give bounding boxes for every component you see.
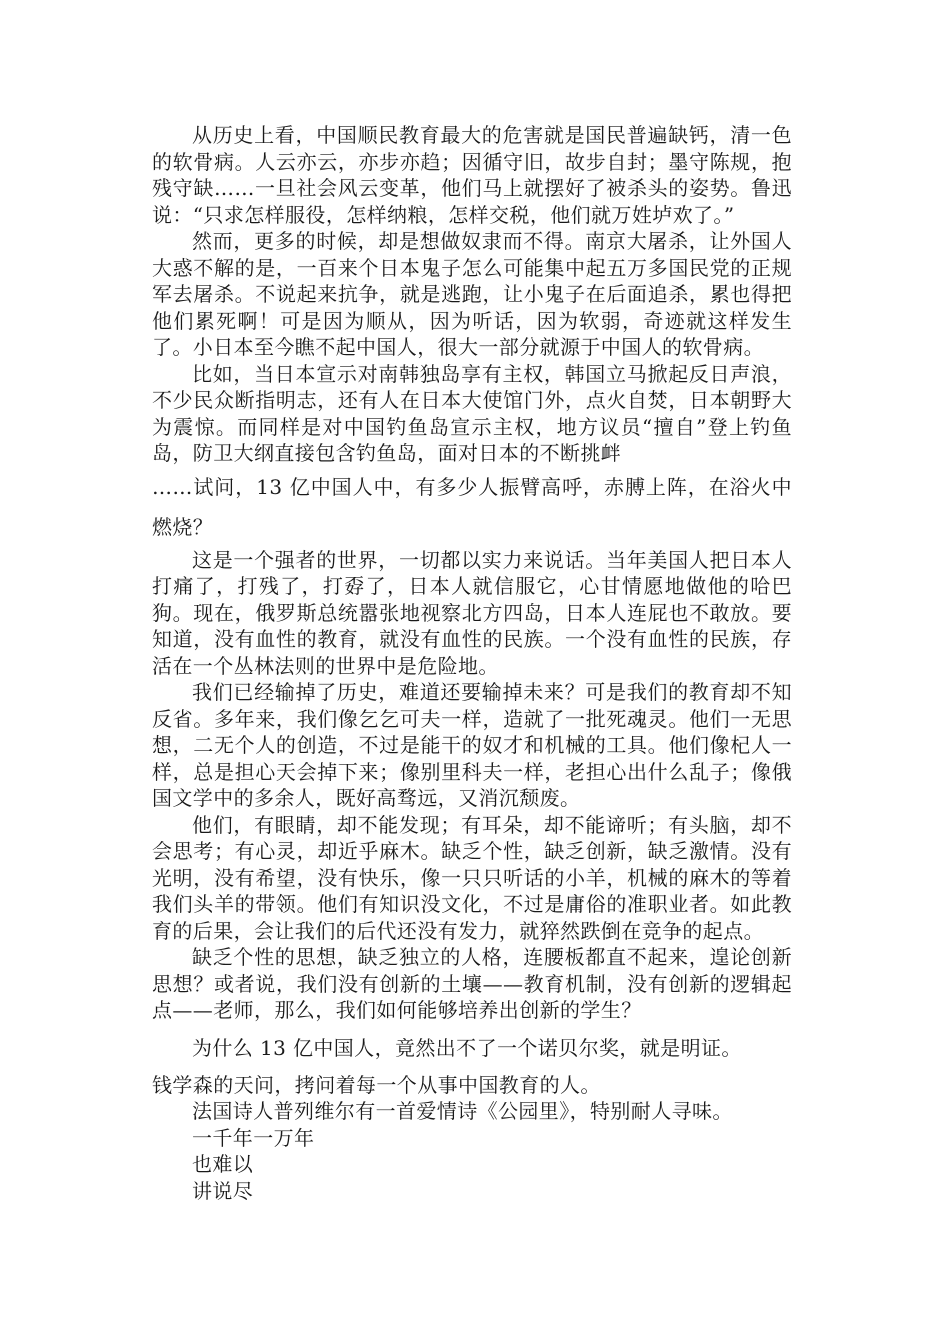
paragraph-3: 比如，当日本宣示对南韩独岛享有主权，韩国立马掀起反日声浪，不少民众断指明志，还有人在日本大使馆门外，点火自焚，日本朝野大为震惊。而同样是对中国钓鱼岛宣示主权，地方议员“擅自”登上钓鱼岛，防卫大纲直接包含钓鱼岛，面对日本的不断挑衅 xyxy=(152,361,792,465)
paragraph-7: 他们，有眼睛，却不能发现；有耳朵，却不能谛听；有头脑，却不会思考；有心灵，却近乎麻木。缺乏个性，缺乏创新，缺乏激情。没有光明，没有希望，没有快乐，像一只只听话的小羊，机械的麻木的等着我们头羊的带领。他们有知识没文化，不过是庸俗的准职业者。如此教育的后果，会让我们的后代还没有发力，就猝然跌倒在竞争的起点。 xyxy=(152,812,792,943)
verse-line-1: 一千年一万年 xyxy=(192,1125,315,1150)
verse-line-2: 也难以 xyxy=(192,1152,254,1176)
paragraph-4: ……试问，13 亿中国人中，有多少人振臂高呼，赤膊上阵，在浴火中燃烧？ xyxy=(152,474,792,539)
paragraph-8: 缺乏个性的思想，缺乏独立的人格，连腰板都直不起来，遑论创新思想？或者说，我们没有创新的土壤——教育机制，没有创新的逻辑起点——老师，那么，我们如何能够培养出创新的学生？ xyxy=(152,945,792,1022)
paragraph-6: 我们已经输掉了历史，难道还要输掉未来？可是我们的教育却不知反省。多年来，我们像乞乞可夫一样，造就了一批死魂灵。他们一无思想，二无个人的创造，不过是能干的奴才和机械的工具。他们像杞人一样，总是担心天会掉下来；像别里科夫一样，老担心出什么乱子；像俄国文学中的多余人，既好高骛远，又消沉颓废。 xyxy=(152,680,792,810)
document-body xyxy=(152,122,792,1204)
paragraph-5: 这是一个强者的世界，一切都以实力来说话。当年美国人把日本人打痛了，打残了，打孬了，日本人就信服它，心甘情愿地做他的哈巴狗。现在，俄罗斯总统嚣张地视察北方四岛，日本人连屁也不敢放。要知道，没有血性的教育，就没有血性的民族。一个没有血性的民族，存活在一个丛林法则的世界中是危险地。 xyxy=(152,547,792,678)
paragraph-10: 钱学森的天问，拷问着每一个从事中国教育的人。 xyxy=(152,1072,601,1097)
paragraph-2: 然而，更多的时候，却是想做奴隶而不得。南京大屠杀，让外国人大惑不解的是，一百来个日本鬼子怎么可能集中起五万多国民党的正规军去屠杀。不说起来抗争，就是逃跑，让小鬼子在后面追杀，累也得把他们累死啊！可是因为顺从，因为听话，因为软弱，奇迹就这样发生了。小日本至今瞧不起中国人，很大一部分就源于中国人的软骨病。 xyxy=(152,229,792,359)
verse-line-3: 讲说尽 xyxy=(192,1178,254,1203)
paragraph-11: 法国诗人普列维尔有一首爱情诗《公园里》，特别耐人寻味。 xyxy=(192,1099,733,1123)
paragraph-9: 为什么 13 亿中国人，竟然出不了一个诺贝尔奖，就是明证。 xyxy=(192,1035,742,1060)
paragraph-1: 从历史上看，中国顺民教育最大的危害就是国民普遍缺钙，清一色的软骨病。人云亦云，亦步亦趋；因循守旧，故步自封；墨守陈规，抱残守缺……一旦社会风云变革，他们马上就摆好了被杀头的姿势。鲁迅说：“只求怎样服役，怎样纳粮，怎样交税，他们就万姓垆欢了。” xyxy=(152,123,792,227)
